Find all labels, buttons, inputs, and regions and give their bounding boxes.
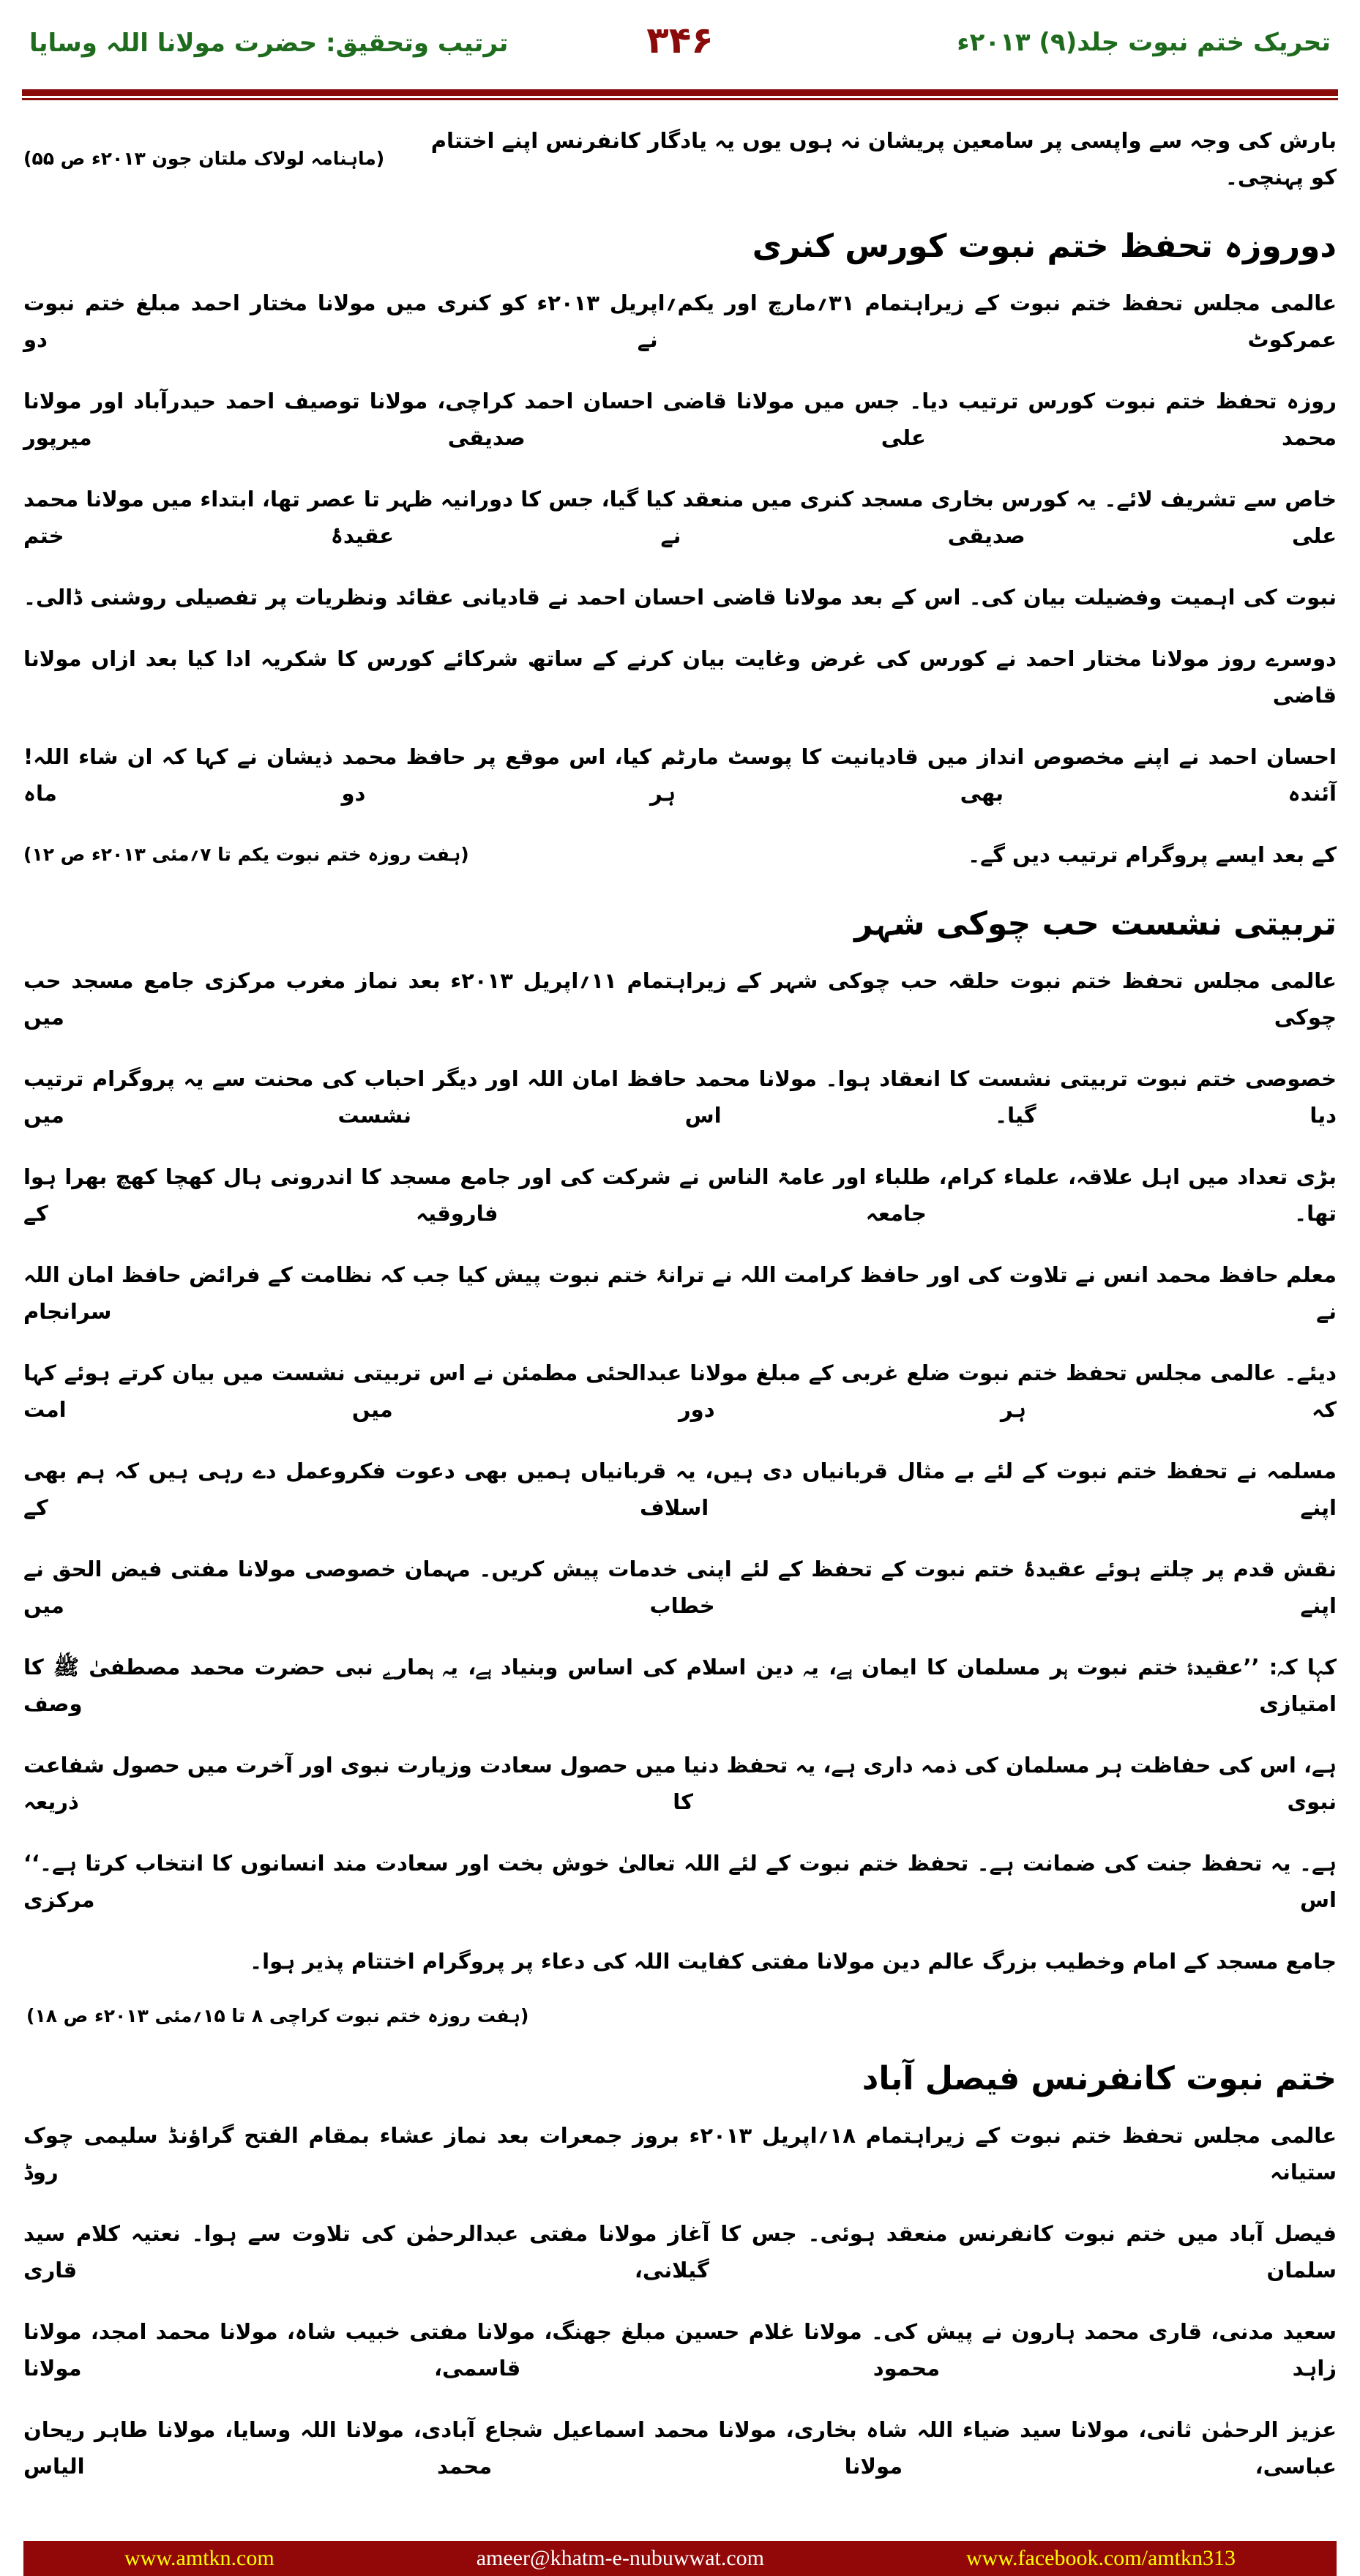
website-link[interactable]: www.amtkn.com <box>124 2546 274 2570</box>
section-heading: ختم نبوت کانفرنس فیصل آباد <box>862 2060 1337 2097</box>
paragraph-last-row <box>23 824 1337 886</box>
paragraph-line: جامع مسجد کے امام وخطیب بزرگ عالم دین مولانا مفتی کفایت اللہ کی دعاء پر پروگرام اختتام پذیر ہوا۔ <box>250 1949 1337 1974</box>
paragraph-line: فیصل آباد میں ختم نبوت کانفرنس منعقد ہوئی۔ جس کا آغاز مولانا مفتی عبدالرحمٰن کی تلاوت سے ہوا۔ نعتیہ کلام سید سلمان گیلانی، قاری <box>23 2221 1337 2283</box>
email-link[interactable]: ameer@khatm-e-nubuwwat.com <box>476 2546 764 2570</box>
article-body <box>23 110 1337 2576</box>
paragraph-line: عزیز الرحمٰن ثانی، مولانا سید ضیاء اللہ شاہ بخاری، مولانا محمد اسماعیل شجاع آبادی، مولانا اللہ وسایا، مولانا طاہر ریحان عباسی، مولانا محمد الیاس <box>23 2417 1337 2479</box>
paragraph-line: کہا کہ: ’’عقیدۂ ختم نبوت ہر مسلمان کا ایمان ہے، یہ دین اسلام کی اساس وبنیاد ہے، یہ ہمارے نبی حضرت محمد مصطفیٰ ﷺ کا امتیازی وصف <box>23 1655 1337 1716</box>
paragraph-line: عالمی مجلس تحفظ ختم نبوت کے زیراہتمام ۱۸؍اپریل ۲۰۱۳ء بروز جمعرات بعد نماز عشاء بمقام الفتح گراؤنڈ سلیمی چوک ستیانہ روڈ <box>23 2123 1337 2184</box>
paragraph-line: خاص سے تشریف لائے۔ یہ کورس بخاری مسجد کنری میں منعقد کیا گیا، جس کا دورانیہ ظہر تا عصر تھا، ابتداء میں مولانا محمد علی صدیقی نے عقیدۂ ختم <box>23 487 1337 548</box>
paragraph-line: خصوصی ختم نبوت تربیتی نشست کا انعقاد ہوا۔ مولانا محمد حافظ امان اللہ اور دیگر احباب کی محنت سے یہ پروگرام ترتیب دیا گیا۔ اس نشست میں <box>23 1066 1337 1128</box>
source-citation: (ہفت روزہ ختم نبوت یکم تا ۷؍مئی ۲۰۱۳ء ص ۱۲) <box>23 844 469 865</box>
paragraph-line: سعید مدنی، قاری محمد ہارون نے پیش کی۔ مولانا غلام حسین مبلغ جھنگ، مولانا مفتی خبیب شاہ، مولانا محمد امجد، مولانا زاہد محمود قاسمی، مولانا <box>23 2319 1337 2381</box>
facebook-link[interactable]: www.facebook.com/amtkn313 <box>966 2546 1236 2570</box>
paragraph-line: ہے، اس کی حفاظت ہر مسلمان کی ذمہ داری ہے، یہ تحفظ دنیا میں حصول سعادت وزیارت نبوی اور آخرت میں حصول شفاعت نبوی کا ذریعہ <box>23 1753 1337 1814</box>
paragraph-line: عالمی مجلس تحفظ ختم نبوت کے زیراہتمام ۳۱؍مارچ اور یکم؍اپریل ۲۰۱۳ء کو کنری میں مولانا مختار احمد مبلغ ختم نبوت عمرکوٹ نے دو <box>23 291 1337 352</box>
header-rule-thick <box>22 89 1338 96</box>
section-heading: تربیتی نشست حب چوکی شہر <box>854 905 1337 943</box>
compiler-credit: ترتیب وتحقیق: حضرت مولانا اللہ وسایا <box>29 29 509 58</box>
paragraph-line: معلم حافظ محمد انس نے تلاوت کی اور حافظ کرامت اللہ نے ترانۂ ختم نبوت پیش کیا جب کہ نظامت کے فرائض حافظ امان اللہ نے سرانجام <box>23 1262 1337 1324</box>
paragraph-line: روزہ تحفظ ختم نبوت کورس ترتیب دیا۔ جس میں مولانا قاضی احسان احمد کراچی، مولانا توصیف احمد حیدرآباد اور مولانا محمد علی صدیقی میرپور <box>23 389 1337 450</box>
book-title: تحریک ختم نبوت جلد(۹) ۲۰۱۳ء <box>957 28 1331 57</box>
paragraph-line: بڑی تعداد میں اہل علاقہ، علماء کرام، طلباء اور عامۃ الناس نے شرکت کی اور جامع مسجد کا اندرونی ہال کھچا کھچ بھرا ہوا تھا۔ جامعہ فاروقیہ کے <box>23 1164 1337 1226</box>
page-number: ۳۴۶ <box>646 19 714 61</box>
paragraph-line: نقش قدم پر چلتے ہوئے عقیدۂ ختم نبوت کے تحفظ کے لئے اپنی خدمات پیش کریں۔ مہمان خصوصی مولانا مفتی فیض الحق نے اپنے خطاب میں <box>23 1557 1337 1618</box>
footer-bar <box>23 2541 1337 2576</box>
paragraph-line: احسان احمد نے اپنے مخصوص انداز میں قادیانیت کا پوسٹ مارٹم کیا، اس موقع پر حافظ محمد ذیشان نے کہا کہ ان شاء اللہ! آئندہ بھی ہر دو ماہ <box>23 744 1337 806</box>
source-citation: (ہفت روزہ ختم نبوت کراچی ۸ تا ۱۵؍مئی ۲۰۱۳ء ص ۱۸) <box>26 2005 529 2026</box>
header-rule-thin <box>22 98 1338 100</box>
section-heading: دوروزہ تحفظ ختم نبوت کورس کنری <box>752 228 1337 265</box>
paragraph-line: مسلمہ نے تحفظ ختم نبوت کے لئے بے مثال قربانیاں دی ہیں، یہ قربانیاں ہمیں بھی دعوت فکروعمل دے رہی ہیں کہ ہم بھی اپنے اسلاف کے <box>23 1459 1337 1520</box>
paragraph-line: دیئے۔ عالمی مجلس تحفظ ختم نبوت ضلع غربی کے مبلغ مولانا عبدالحئی مطمئن نے اس تربیتی نشست میں بیان کرتے ہوئے کہا کہ ہر دور میں امت <box>23 1360 1337 1422</box>
paragraph-line: عالمی مجلس تحفظ ختم نبوت حلقہ حب چوکی شہر کے زیراہتمام ۱۱؍اپریل ۲۰۱۳ء بعد نماز مغرب مرکزی جامع مسجد حب چوکی میں <box>23 968 1337 1030</box>
intro-row <box>23 110 1337 208</box>
paragraph-line: دوسرے روز مولانا مختار احمد نے کورس کی غرض وغایت بیان کرنے کے ساتھ شرکائے کورس کا شکریہ ادا کیا بعد ازاں مولانا قاضی <box>23 646 1337 708</box>
paragraph-line: ہے۔ یہ تحفظ جنت کی ضمانت ہے۔ تحفظ ختم نبوت کے لئے اللہ تعالیٰ خوش بخت اور سعادت مند انسانوں کا انتخاب کرتا ہے۔‘‘ اس مرکزی <box>23 1851 1337 1912</box>
intro-text: بارش کی وجہ سے واپسی پر سامعین پریشان نہ ہوں یوں یہ یادگار کانفرنس اپنے اختتام کو پہنچی۔ <box>430 128 1337 190</box>
intro-citation: (ماہنامہ لولاک ملتان جون ۲۰۱۳ء ص ۵۵) <box>23 148 385 169</box>
paragraph-line: کے بعد ایسے پروگرام ترتیب دیں گے۔ <box>968 842 1337 867</box>
paragraph-line: نبوت کی اہمیت وفضیلت بیان کی۔ اس کے بعد مولانا قاضی احسان احمد نے قادیانی عقائد ونظریات پر تفصیلی روشنی ڈالی۔ <box>23 585 1337 610</box>
sections <box>23 208 1337 2497</box>
